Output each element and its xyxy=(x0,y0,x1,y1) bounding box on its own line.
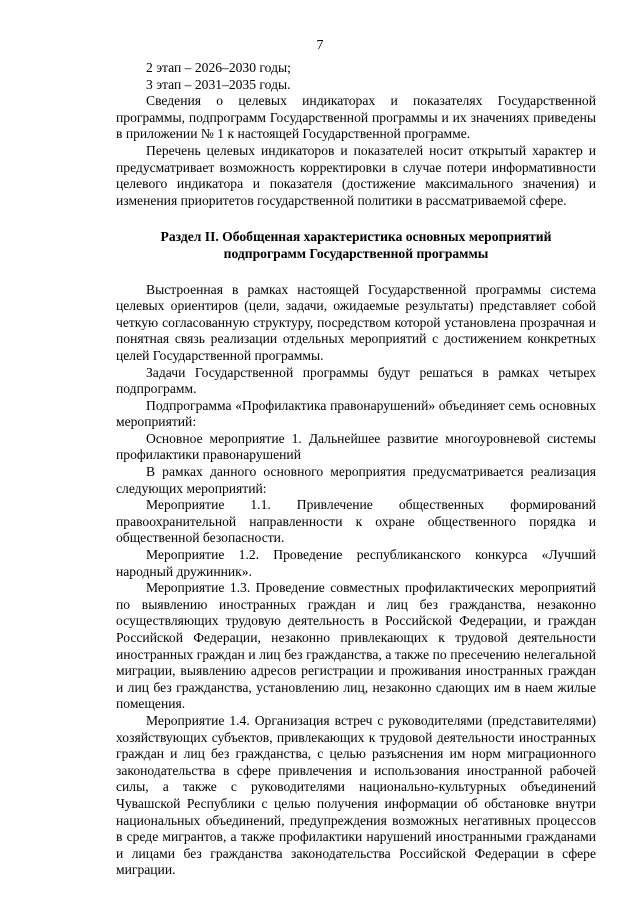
paragraph-measures-intro: В рамках данного основного мероприятия предусматривается реализация следующих мероприятий: xyxy=(116,464,596,496)
paragraph-indicators-list: Перечень целевых индикаторов и показателей носит открытый характер и предусматривает возможность корректировки в случае потери информативности целевого индикатора и показателя (достижение максимального значения) и изменения приоритетов государственной политики в рассматриваемой сфере. xyxy=(116,142,596,208)
section-heading-line-2: подпрограмм Государственной программы xyxy=(223,245,489,261)
paragraph-subprogram: Подпрограмма «Профилактика правонарушений» объединяет семь основных мероприятий: xyxy=(116,397,596,430)
paragraph-measure-1-2: Мероприятие 1.2. Проведение республиканского конкурса «Лучший народный дружинник». xyxy=(116,547,596,579)
paragraph-tasks: Задачи Государственной программы будут решаться в рамках четырех подпрограмм. xyxy=(116,364,596,397)
paragraph-measure-1-4: Мероприятие 1.4. Организация встреч с руководителями (представителями) хозяйствующих субъектов, привлекающих к трудовой деятельности иностранных граждан и лиц без гражданства, с целью разъяснения им норм миграционного законодательства в сфере привлечения и использования иностранной рабочей силы, а также с руководителями национально-культурных объединений Чувашской Республики с целью получения информации об обстановке внутри национальных объединений, предупреждения возможных негативных процессов в среде мигрантов, а также профилактики нарушений иностранными гражданами и лицами без гражданства законодательства Российской Федерации в сфере миграции. xyxy=(116,712,596,878)
paragraph-measure-1-1: Мероприятие 1.1. Привлечение общественных формирований правоохранительной направленности к охране общественного порядка и общественной безопасности. xyxy=(116,497,596,546)
paragraph-measure-1-3: Мероприятие 1.3. Проведение совместных профилактических мероприятий по выявлению иностранных граждан и лиц без гражданства, незаконно осуществляющих трудовую деятельность в Российской Федерации, и граждан Российской Федерации, незаконно привлекающих к трудовой деятельности иностранных граждан и лиц без гражданства, а также по пресечению нелегальной миграции, выявлению адресов регистрации и проживания иностранных граждан и лиц без гражданства, установлению лиц, незаконно сдающих им в наем жилые помещения. xyxy=(116,580,596,712)
paragraph-stage-2: 2 этап – 2026–2030 годы; xyxy=(146,60,291,75)
paragraph-target-system: Выстроенная в рамках настоящей Государственной программы система целевых ориентиров (цели, задачи, ожидаемые результаты) представляет собой четкую согласованную структуру, посредством которой установлена прозрачная и понятная связь реализации отдельных мероприятий с достижением конкретных целей Государственной программы. xyxy=(116,281,596,363)
section-heading xyxy=(116,229,596,262)
document-body xyxy=(116,60,596,879)
section-heading-line-1: Раздел II. Обобщенная характеристика основных мероприятий xyxy=(160,229,552,245)
paragraph-main-measure-1: Основное мероприятие 1. Дальнейшее развитие многоуровневой системы профилактики правонарушений xyxy=(116,430,596,463)
paragraph-stage-3: 3 этап – 2031–2035 годы. xyxy=(146,76,291,92)
page-number: 7 xyxy=(316,38,324,53)
paragraph-indicators-info: Сведения о целевых индикаторах и показателях Государственной программы, подпрограмм Государственной программы и их значениях приведены в приложении № 1 к настоящей Государственной программе. xyxy=(116,93,596,142)
